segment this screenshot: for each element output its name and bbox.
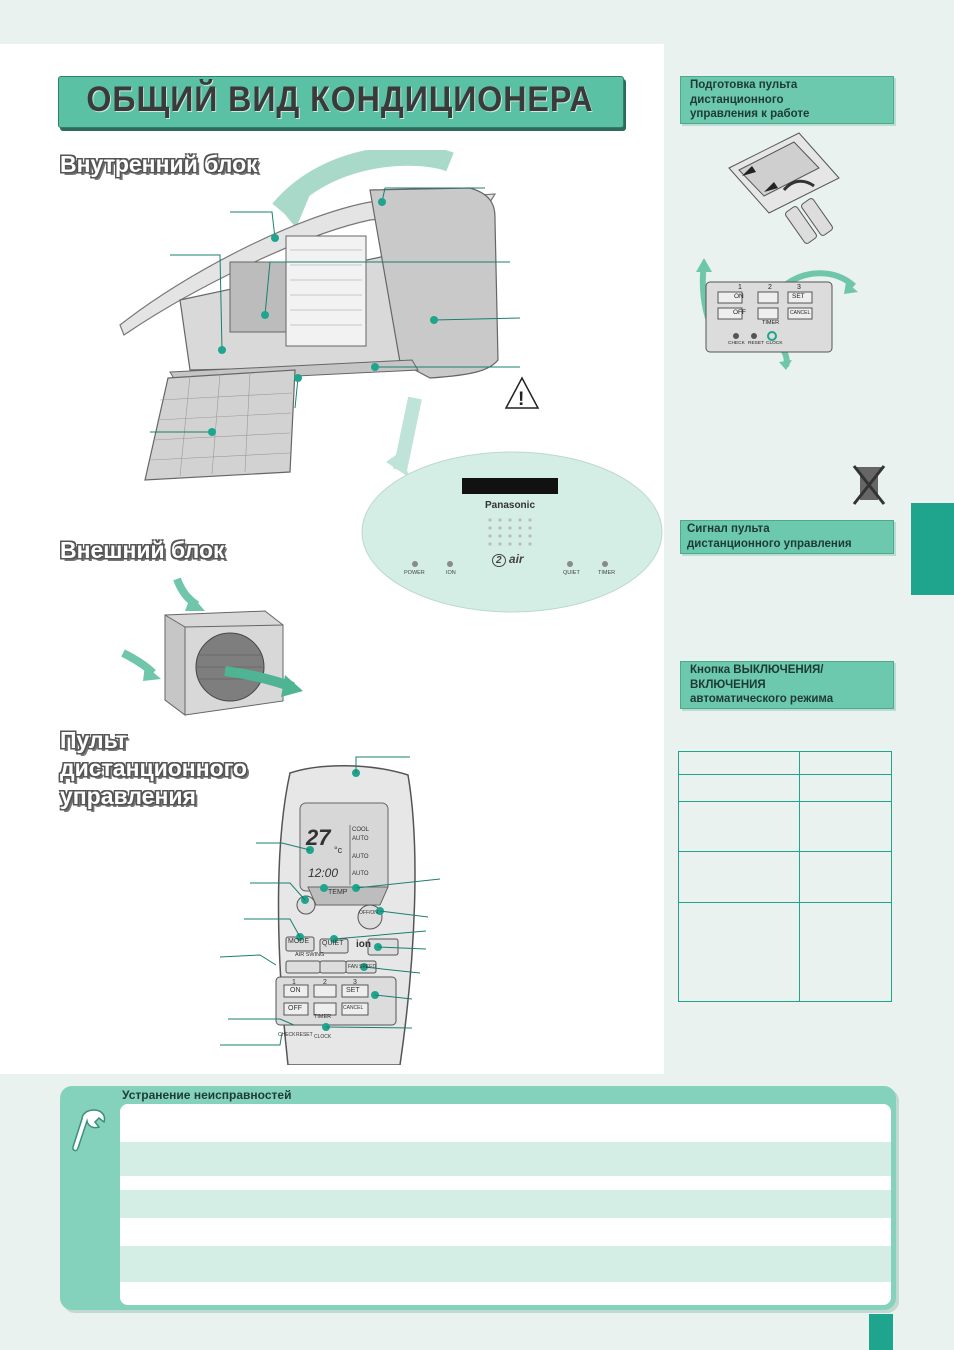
remote-ion-button-label[interactable]: ion xyxy=(356,939,371,950)
remote-clock-readout: 12:00 xyxy=(308,866,339,880)
remote-offon-button-label[interactable]: OFF/ON xyxy=(359,910,378,916)
remote-off-button-label[interactable]: OFF xyxy=(288,1005,302,1012)
section-outdoor-heading: Внешний блок xyxy=(60,537,225,563)
remote-auto-label-1: AUTO xyxy=(352,836,369,842)
outdoor-unit-illustration xyxy=(115,575,315,725)
display-panel-oval xyxy=(360,450,664,615)
sidebar-box1-line1: Подготовка пульта xyxy=(690,79,798,91)
table-row xyxy=(120,1176,891,1190)
sidebar-box1-line3: управления к работе xyxy=(690,108,810,120)
section-remote-heading-line2: дистанционного xyxy=(60,755,247,781)
section-remote-heading-line3: управления xyxy=(60,783,196,809)
remote-mode-button-label[interactable]: MODE xyxy=(288,938,309,945)
sidebar-remote-on: ON xyxy=(734,293,744,300)
troubleshooting-table xyxy=(120,1104,891,1305)
sidebar-box2-line2: дистанционного управления xyxy=(687,538,852,550)
remote-quiet-button-label[interactable]: QUIET xyxy=(322,940,344,947)
sidebar-box3-line2: ВКЛЮЧЕНИЯ xyxy=(690,679,766,691)
auto-mode-table xyxy=(678,751,892,1002)
sidebar-remote-num-2: 2 xyxy=(768,284,772,291)
remote-auto-label-2: AUTO xyxy=(352,854,369,860)
sidebar-box3-line3: автоматического режима xyxy=(690,693,834,705)
remote-auto-label-3: AUTO xyxy=(352,871,369,877)
remote-timer-label: TIMER xyxy=(314,1014,332,1020)
wrench-icon xyxy=(72,1108,108,1154)
table-row xyxy=(120,1190,891,1218)
sidebar-remote-check: CHECK xyxy=(728,341,745,346)
remote-clock-label[interactable]: CLOCK xyxy=(314,1034,332,1040)
sidebar-remote-off: OFF xyxy=(733,309,746,316)
indicator-ion-label: ION xyxy=(446,570,456,576)
page-title: ОБЩИЙ ВИД КОНДИЦИОНЕРА xyxy=(86,80,594,119)
sidebar-remote-set: SET xyxy=(792,293,805,300)
sidebar-remote-num-3: 3 xyxy=(797,284,801,291)
svg-text:!: ! xyxy=(518,389,525,410)
remote-timer-num-1: 1 xyxy=(292,979,296,986)
chapter-tab xyxy=(911,503,954,595)
remote-fan-speed-label[interactable]: FAN SPEED xyxy=(348,964,377,970)
section-remote-heading-line1: Пульт xyxy=(60,727,128,753)
sidebar-box3-line1: Кнопка ВЫКЛЮЧЕНИЯ/ xyxy=(690,664,824,676)
remote-air-swing-label[interactable]: AIR SWING xyxy=(295,952,325,958)
battery-insertion-illustration xyxy=(724,128,844,248)
remote-temp-unit: °c xyxy=(334,845,343,855)
crossed-bin-icon xyxy=(852,462,886,508)
table-row xyxy=(120,1282,891,1305)
table-row xyxy=(120,1218,891,1246)
section-indoor-heading: Внутренний блок xyxy=(60,151,258,177)
sidebar-remote-timer: TIMER xyxy=(762,320,780,326)
indicator-quiet-label: QUIET xyxy=(563,570,580,576)
troubleshooting-title: Устранение неисправностей xyxy=(122,1088,292,1102)
sidebar-box-auto-button xyxy=(680,661,894,709)
page-number-tab xyxy=(869,1314,893,1350)
table-row xyxy=(120,1142,891,1176)
air-filter-shape xyxy=(145,370,295,480)
remote-timer-num-3: 3 xyxy=(353,979,357,986)
o2air-logo: 2 air xyxy=(492,552,524,566)
remote-check-label[interactable]: CHECK xyxy=(278,1032,296,1038)
sidebar-remote-reset: RESET xyxy=(748,341,764,346)
sidebar-remote-cancel: CANCEL xyxy=(790,310,811,316)
remote-detail-illustration xyxy=(694,258,864,370)
remote-timer-num-2: 2 xyxy=(323,979,327,986)
remote-on-button-label[interactable]: ON xyxy=(290,987,301,994)
remote-reset-label[interactable]: RESET xyxy=(296,1032,313,1038)
sidebar-box-remote-signal xyxy=(680,520,894,554)
brand-label: Panasonic xyxy=(484,500,536,511)
sidebar-remote-clock: CLOCK xyxy=(766,341,783,346)
sidebar-box-remote-preparation xyxy=(680,76,894,124)
indoor-unit-illustration xyxy=(100,150,560,490)
remote-temp-button-label[interactable]: TEMP xyxy=(328,889,348,896)
remote-temp-readout: 27 xyxy=(306,825,331,850)
remote-cool-label: COOL xyxy=(352,827,370,833)
indicator-power-label: POWER xyxy=(404,570,425,576)
remote-set-button-label[interactable]: SET xyxy=(346,987,360,994)
sidebar-box1-line2: дистанционного xyxy=(690,94,784,106)
table-row xyxy=(120,1246,891,1282)
sidebar-box2-line1: Сигнал пульта xyxy=(687,523,770,535)
table-row xyxy=(120,1104,891,1142)
indicator-timer-label: TIMER xyxy=(598,570,616,576)
remote-cancel-button-label[interactable]: CANCEL xyxy=(343,1005,364,1011)
sidebar-remote-num-1: 1 xyxy=(738,284,742,291)
